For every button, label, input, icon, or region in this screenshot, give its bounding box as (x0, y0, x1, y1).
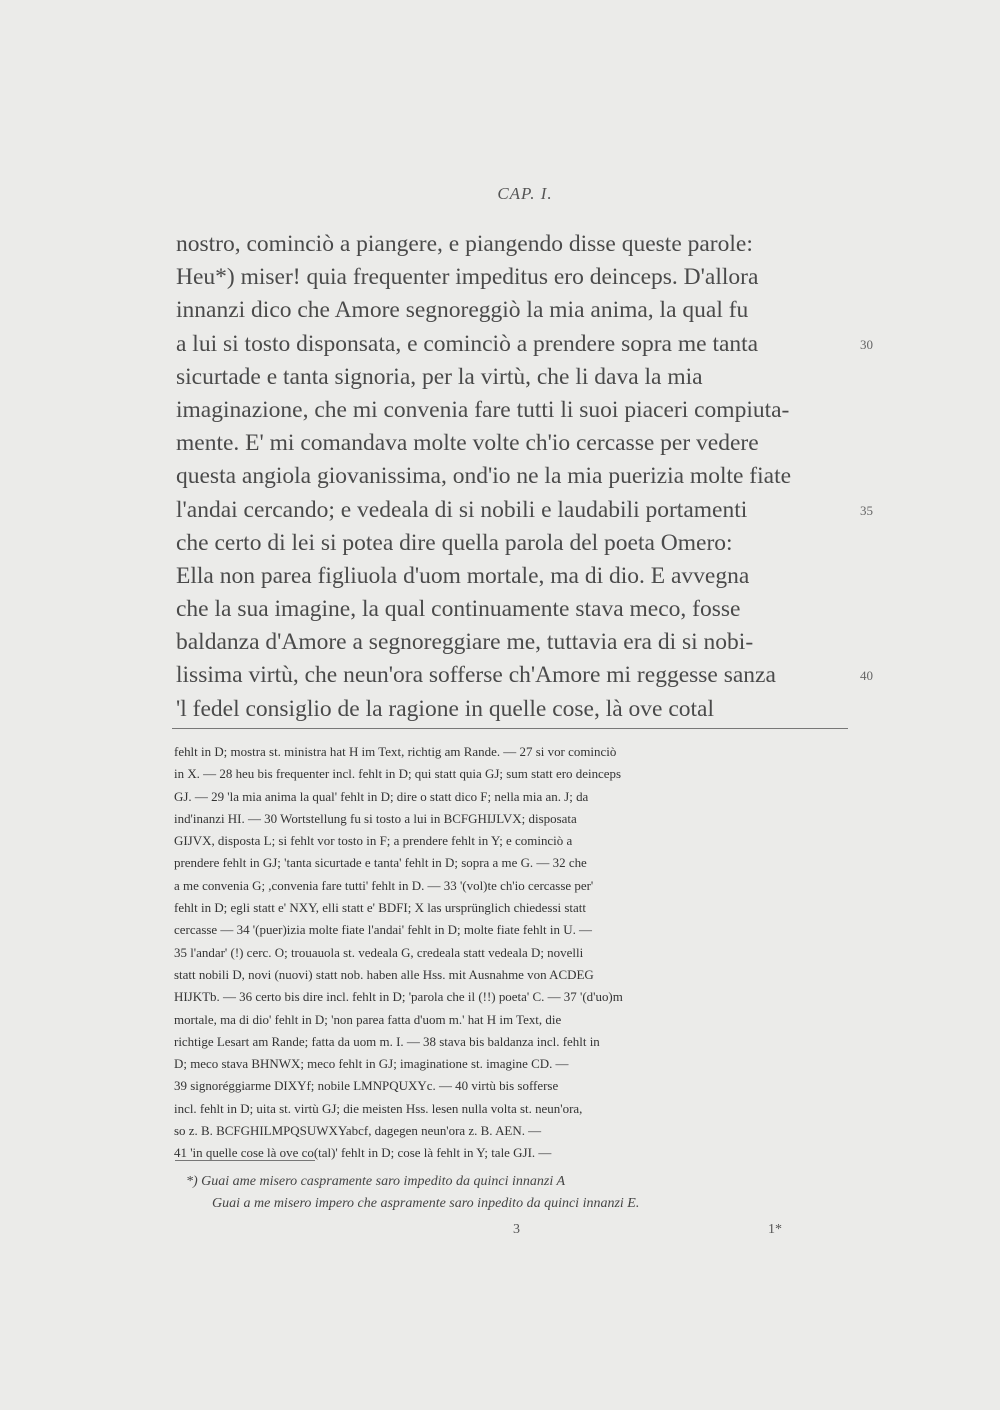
apparatus-line: GIJVX, disposta L; si fehlt vor tosto in F; a prendere fehlt in Y; e cominciò a (174, 833, 573, 849)
apparatus-line: GJ. — 29 'la mia anima la qual' fehlt in D; dire o statt dico F; nella mia an. J; da (174, 788, 589, 804)
footnote-line: *) Guai ame misero caspramente saro impedito da quinci innanzi A (186, 1174, 566, 1189)
line-text: baldanza d'Amore a segnoreggiare me, tuttavia era di si nobi- (176, 629, 754, 656)
line-text: Ella non parea figliuola d'uom mortale, ma di dio. E avvegna (176, 562, 750, 589)
apparatus-line: cercasse — 34 '(puer)izia molte fiate l'andai' fehlt in D; molte fiate fehlt in U. — (174, 922, 593, 938)
footnote-line: Guai a me misero impero che aspramente saro inpedito da quinci innanzi E. (212, 1196, 640, 1211)
apparatus-line: fehlt in D; egli statt e' NXY, elli statt e' BDFI; X las ursprünglich chiedessi statt (174, 900, 586, 916)
line-number: 40 (860, 668, 873, 684)
line-text: che certo di lei si potea dire quella parola del poeta Omero: (176, 529, 733, 556)
critical-apparatus (174, 741, 846, 1165)
text-line (176, 593, 846, 626)
text-line (176, 228, 846, 261)
footnote (186, 1171, 639, 1215)
text-line (176, 460, 846, 493)
page-number: 3 (513, 1222, 520, 1237)
text-line (176, 261, 846, 294)
text-line (176, 693, 846, 726)
line-text: mente. E' mi comandava molte volte ch'io cercasse per vedere (176, 430, 759, 457)
running-head: CAP. I. (497, 184, 553, 203)
signature-mark: 1* (768, 1222, 782, 1237)
text-line (176, 626, 846, 659)
apparatus-line: 35 l'andar' (!) cerc. O; trouauola st. vedeala G, credeala statt vedeala D; novelli (174, 944, 584, 960)
line-text: 'l fedel consiglio de la ragione in quelle cose, là ove cotal (176, 695, 715, 722)
text-line (176, 527, 846, 560)
apparatus-line: 41 'in quelle cose là ove co(tal)' fehlt in D; cose là fehlt in Y; tale GJI. — (174, 1145, 552, 1161)
footnote-divider (175, 1160, 315, 1161)
line-number: 35 (860, 502, 873, 518)
apparatus-line: incl. fehlt in D; uita st. virtù GJ; die meisten Hss. lesen nulla volta st. neun'ora, (174, 1100, 583, 1116)
line-text: questa angiola giovanissima, ond'io ne la mia puerizia molte fiate (176, 463, 792, 490)
line-text: l'andai cercando; e vedeala di si nobili e laudabili portamenti (176, 496, 748, 523)
line-text: innanzi dico che Amore segnoreggiò la mia anima, la qual fu (176, 297, 749, 324)
text-line (176, 294, 846, 327)
divider (172, 728, 848, 729)
line-text: imaginazione, che mi convenia fare tutti li suoi piaceri compiuta- (176, 396, 790, 423)
apparatus-line: a me convenia G; ,convenia fare tutti' fehlt in D. — 33 '(vol)te ch'io cercasse per' (174, 877, 594, 893)
apparatus-line: HIJKTb. — 36 certo bis dire incl. fehlt in D; 'parola che il (!!) poeta' C. — 37 '(d'uo)m (174, 989, 623, 1005)
text-line (176, 328, 873, 361)
apparatus-line: D; meco stava BHNWX; meco fehlt in GJ; imaginatione st. imagine CD. — (174, 1056, 569, 1072)
line-text: sicurtade e tanta signoria, per la virtù, che li dava la mia (176, 363, 703, 390)
line-number: 30 (860, 336, 873, 352)
text-line (176, 494, 873, 527)
apparatus-line: fehlt in D; mostra st. ministra hat H im Text, richtig am Rande. — 27 si vor cominciò (174, 744, 617, 759)
apparatus-line: so z. B. BCFGHILMPQSUWXYabcf, dagegen neun'ora z. B. AEN. — (174, 1123, 542, 1139)
apparatus-line: statt nobili D, novi (nuovi) statt nob. haben alle Hss. mit Ausnahme von ACDEG (174, 966, 594, 982)
apparatus-line: in X. — 28 heu bis frequenter incl. fehlt in D; qui statt quia GJ; sum statt ero deinceps (174, 766, 622, 782)
line-text: a lui si tosto disponsata, e cominciò a prendere sopra me tanta (176, 330, 759, 357)
main-text (176, 228, 873, 726)
text-line (176, 560, 846, 593)
line-text: nostro, cominciò a piangere, e piangendo disse queste parole: (176, 231, 753, 257)
apparatus-line: ind'inanzi HI. — 30 Wortstellung fu si tosto a lui in BCFGHIJLVX; disposata (174, 810, 577, 826)
text-line (176, 361, 846, 394)
apparatus-line: mortale, ma di dio' fehlt in D; 'non parea fatta d'uom m.' hat H im Text, die (174, 1011, 562, 1027)
line-text: Heu*) miser! quia frequenter impeditus ero deinceps. D'allora (176, 264, 759, 291)
apparatus-line: richtige Lesart am Rande; fatta da uom m. I. — 38 stava bis baldanza incl. fehlt in (174, 1033, 600, 1049)
apparatus-line: 39 signoréggiarme DIXYf; nobile LMNPQUXYc. — 40 virtù bis sofferse (174, 1078, 559, 1094)
line-text: che la sua imagine, la qual continuamente stava meco, fosse (176, 596, 741, 623)
apparatus-line: prendere fehlt in GJ; 'tanta sicurtade e tanta' fehlt in D; sopra a me G. — 32 che (174, 855, 587, 871)
line-text: lissima virtù, che neun'ora sofferse ch'Amore mi reggesse sanza (176, 662, 776, 689)
text-line (176, 659, 873, 692)
text-line (176, 427, 846, 460)
text-line (176, 394, 846, 427)
